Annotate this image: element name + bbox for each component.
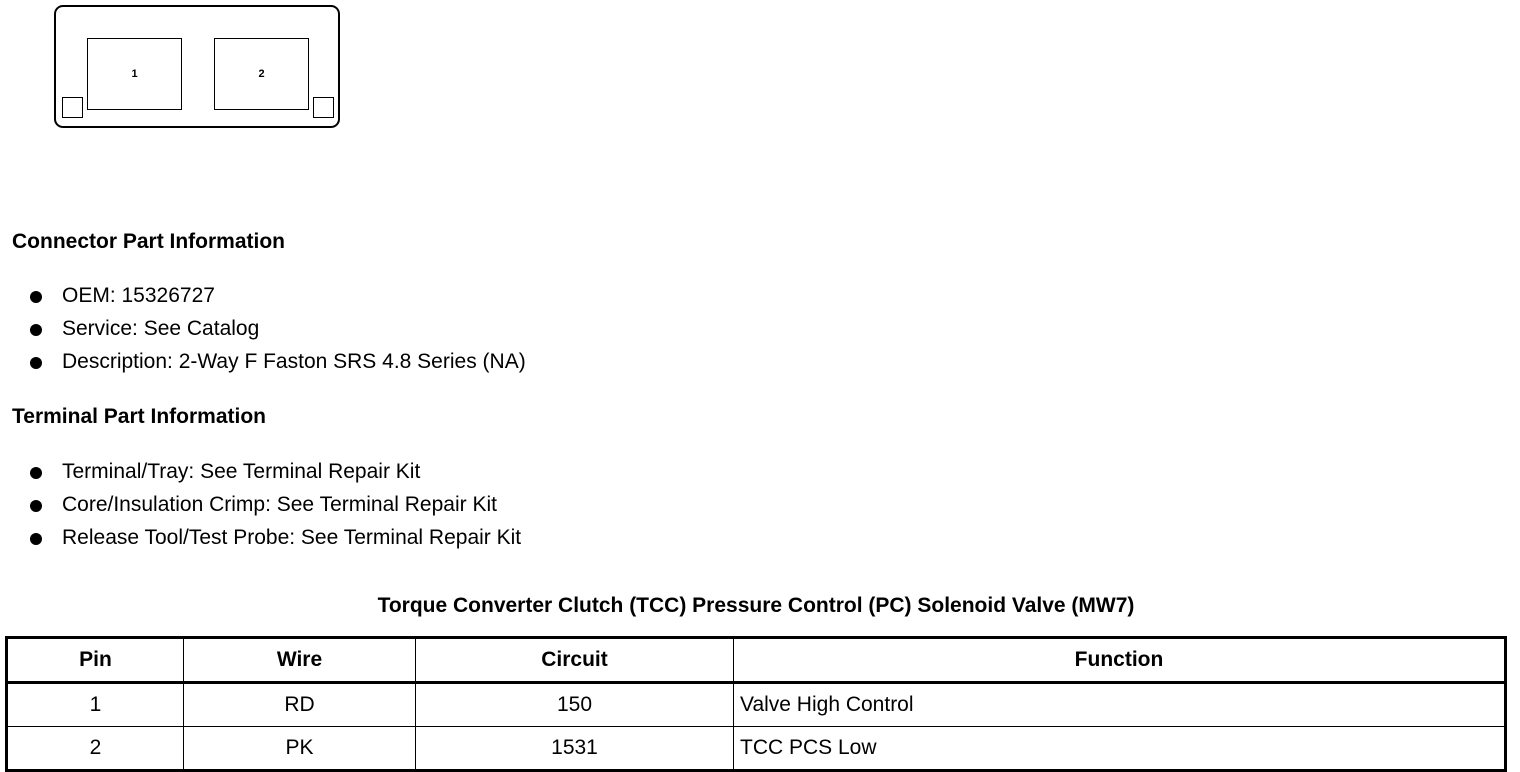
pin-label: 2 [258,68,265,80]
pinout-table [5,636,1507,772]
cell-circuit: 1531 [416,727,734,771]
cell-function: Valve High Control [734,683,1506,727]
list-item-text: Service: See Catalog [62,317,260,340]
list-item [0,523,521,556]
bullet-icon [30,500,42,512]
bullet-icon [30,357,42,369]
cell-pin: 1 [7,683,184,727]
bullet-icon [30,291,42,303]
list-item [0,281,526,314]
list-item [0,347,526,380]
column-header-function: Function [734,638,1506,683]
column-header-wire: Wire [184,638,416,683]
connector-info-heading: Connector Part Information [12,230,286,253]
column-header-circuit: Circuit [416,638,734,683]
pin-cavity-1 [87,38,182,110]
terminal-info-list [0,457,521,556]
cell-wire: PK [184,727,416,771]
bullet-icon [30,324,42,336]
cell-wire: RD [184,683,416,727]
latch-square-left [62,97,83,118]
bullet-icon [30,533,42,545]
list-item-text: OEM: 15326727 [62,284,215,307]
pin-cavity-2 [214,38,309,110]
list-item-text: Release Tool/Test Probe: See Terminal Repair Kit [62,526,522,549]
cell-pin: 2 [7,727,184,771]
bullet-icon [30,467,42,479]
pin-label: 1 [131,68,138,80]
cell-circuit: 150 [416,683,734,727]
cell-function: TCC PCS Low [734,727,1506,771]
table-title: Torque Converter Clutch (TCC) Pressure Control (PC) Solenoid Valve (MW7) [377,594,1135,617]
terminal-info-heading: Terminal Part Information [12,405,266,428]
list-item [0,314,526,347]
latch-square-right [313,97,334,118]
table-row [7,727,1506,771]
connector-diagram [54,5,340,128]
list-item [0,457,521,490]
connector-info-list [0,281,526,380]
list-item-text: Terminal/Tray: See Terminal Repair Kit [62,460,421,483]
list-item [0,490,521,523]
list-item-text: Description: 2-Way F Faston SRS 4.8 Series (NA) [62,350,526,373]
table-row [7,683,1506,727]
column-header-pin: Pin [7,638,184,683]
list-item-text: Core/Insulation Crimp: See Terminal Repair Kit [62,493,497,516]
table-header-row [7,638,1506,683]
